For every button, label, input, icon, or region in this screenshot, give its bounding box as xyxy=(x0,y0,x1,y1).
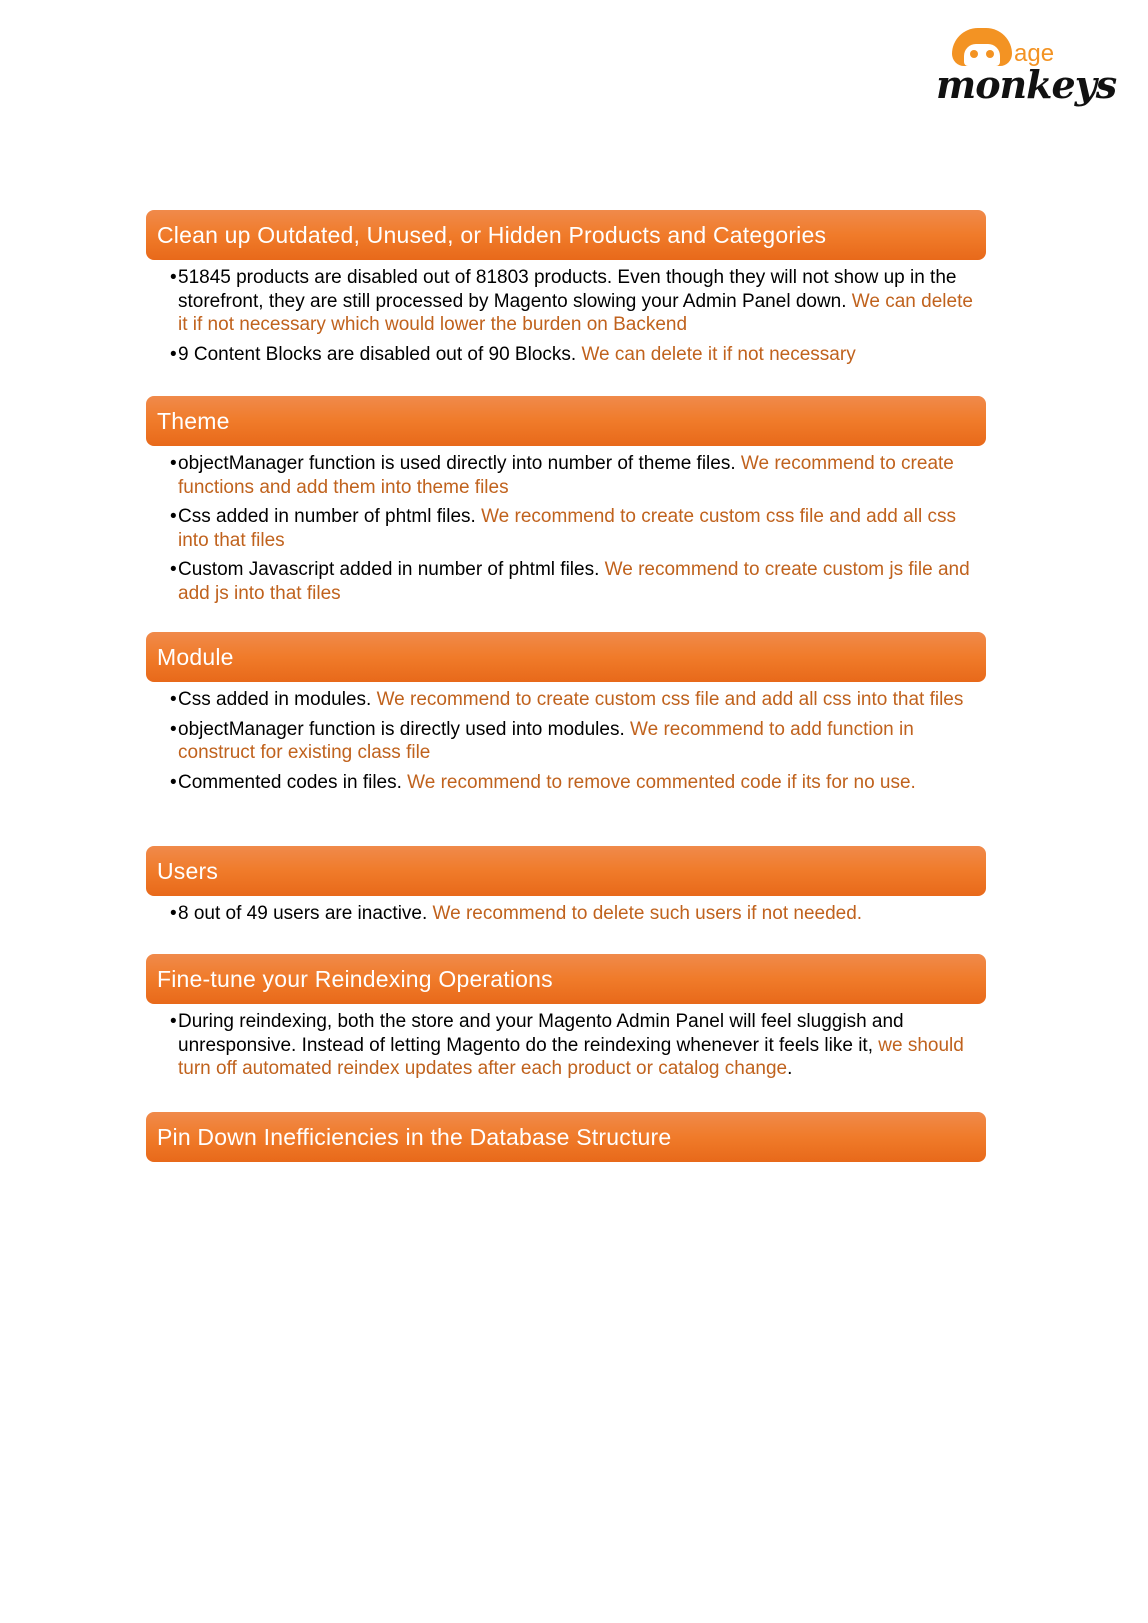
recommendation-text: We recommend to create custom css file and add all css into that files xyxy=(178,506,956,551)
bullet-icon: • xyxy=(170,343,177,365)
bullet-icon: • xyxy=(170,453,177,474)
finding-text: objectManager function is directly used into modules. xyxy=(178,718,631,740)
recommendation-text: We recommend to remove commented code if its for no use. xyxy=(407,771,916,793)
finding-text: Css added in modules. xyxy=(178,689,377,710)
section-header: Pin Down Inefficiencies in the Database Structure xyxy=(146,1112,986,1162)
finding-text: Commented codes in files. xyxy=(178,771,408,793)
bullet-icon: • xyxy=(170,559,177,580)
monkey-eye-icon xyxy=(970,50,978,58)
finding-text: 51845 products are disabled out of 81803 products. Even though they will not show up in the storefront, they are still processed by Magento slowing your Admin Panel down. xyxy=(178,267,957,312)
list-item xyxy=(170,558,986,605)
logo-monkeys-text: monkeys xyxy=(936,62,1117,107)
recommendation-text: We recommend to add function in construct for existing class file xyxy=(178,718,914,763)
list-item xyxy=(170,452,986,499)
finding-suffix: . xyxy=(787,1058,793,1079)
recommendation-text: we should turn off automated reindex updates after each product or catalog change xyxy=(178,1034,964,1079)
section-header: Module xyxy=(146,632,986,682)
list-item xyxy=(170,343,986,367)
recommendation-text: We recommend to create functions and add them into theme files xyxy=(178,453,954,498)
recommendation-text: We recommend to create custom js file and add js into that files xyxy=(178,559,970,604)
section-database xyxy=(146,1112,986,1162)
section-module xyxy=(146,632,986,800)
section-list xyxy=(146,1010,986,1081)
bullet-icon: • xyxy=(170,903,177,924)
section-header: Users xyxy=(146,846,986,896)
finding-text: 8 out of 49 users are inactive. xyxy=(178,903,433,924)
section-users xyxy=(146,846,986,932)
recommendation-text: We can delete it if not necessary xyxy=(581,343,856,365)
section-header: Fine-tune your Reindexing Operations xyxy=(146,954,986,1004)
monkey-eye-icon xyxy=(986,50,994,58)
list-item xyxy=(170,902,986,926)
recommendation-text: We can delete it if not necessary which would lower the burden on Backend xyxy=(178,290,973,335)
section-list xyxy=(146,266,986,366)
list-item xyxy=(170,718,986,765)
bullet-icon: • xyxy=(170,267,177,288)
section-theme xyxy=(146,396,986,611)
section-list xyxy=(146,688,986,794)
section-clean-up xyxy=(146,210,986,372)
bullet-icon: • xyxy=(170,689,177,710)
logo-age-text: age xyxy=(1014,40,1055,67)
list-item xyxy=(170,771,986,795)
list-item xyxy=(170,1010,986,1081)
list-item xyxy=(170,688,986,712)
recommendation-text: We recommend to delete such users if not needed. xyxy=(432,903,863,924)
age-monkeys-logo xyxy=(930,22,1117,122)
finding-text: Custom Javascript added in number of phtml files. xyxy=(178,559,605,580)
list-item xyxy=(170,266,986,337)
finding-text: objectManager function is used directly into number of theme files. xyxy=(178,453,741,474)
section-header: Clean up Outdated, Unused, or Hidden Products and Categories xyxy=(146,210,986,260)
section-reindexing xyxy=(146,954,986,1087)
recommendation-text: We recommend to create custom css file and add all css into that files xyxy=(376,689,964,710)
bullet-icon: • xyxy=(170,771,177,793)
finding-text: 9 Content Blocks are disabled out of 90 Blocks. xyxy=(178,343,582,365)
list-item xyxy=(170,505,986,552)
section-header: Theme xyxy=(146,396,986,446)
bullet-icon: • xyxy=(170,718,177,740)
bullet-icon: • xyxy=(170,1011,177,1032)
finding-text: During reindexing, both the store and your Magento Admin Panel will feel sluggish and unresponsive. Instead of letting Magento do the reindexing whenever it feels like it, xyxy=(178,1011,904,1056)
section-list xyxy=(146,902,986,926)
section-list xyxy=(146,452,986,605)
bullet-icon: • xyxy=(170,506,177,527)
finding-text: Css added in number of phtml files. xyxy=(178,506,482,527)
